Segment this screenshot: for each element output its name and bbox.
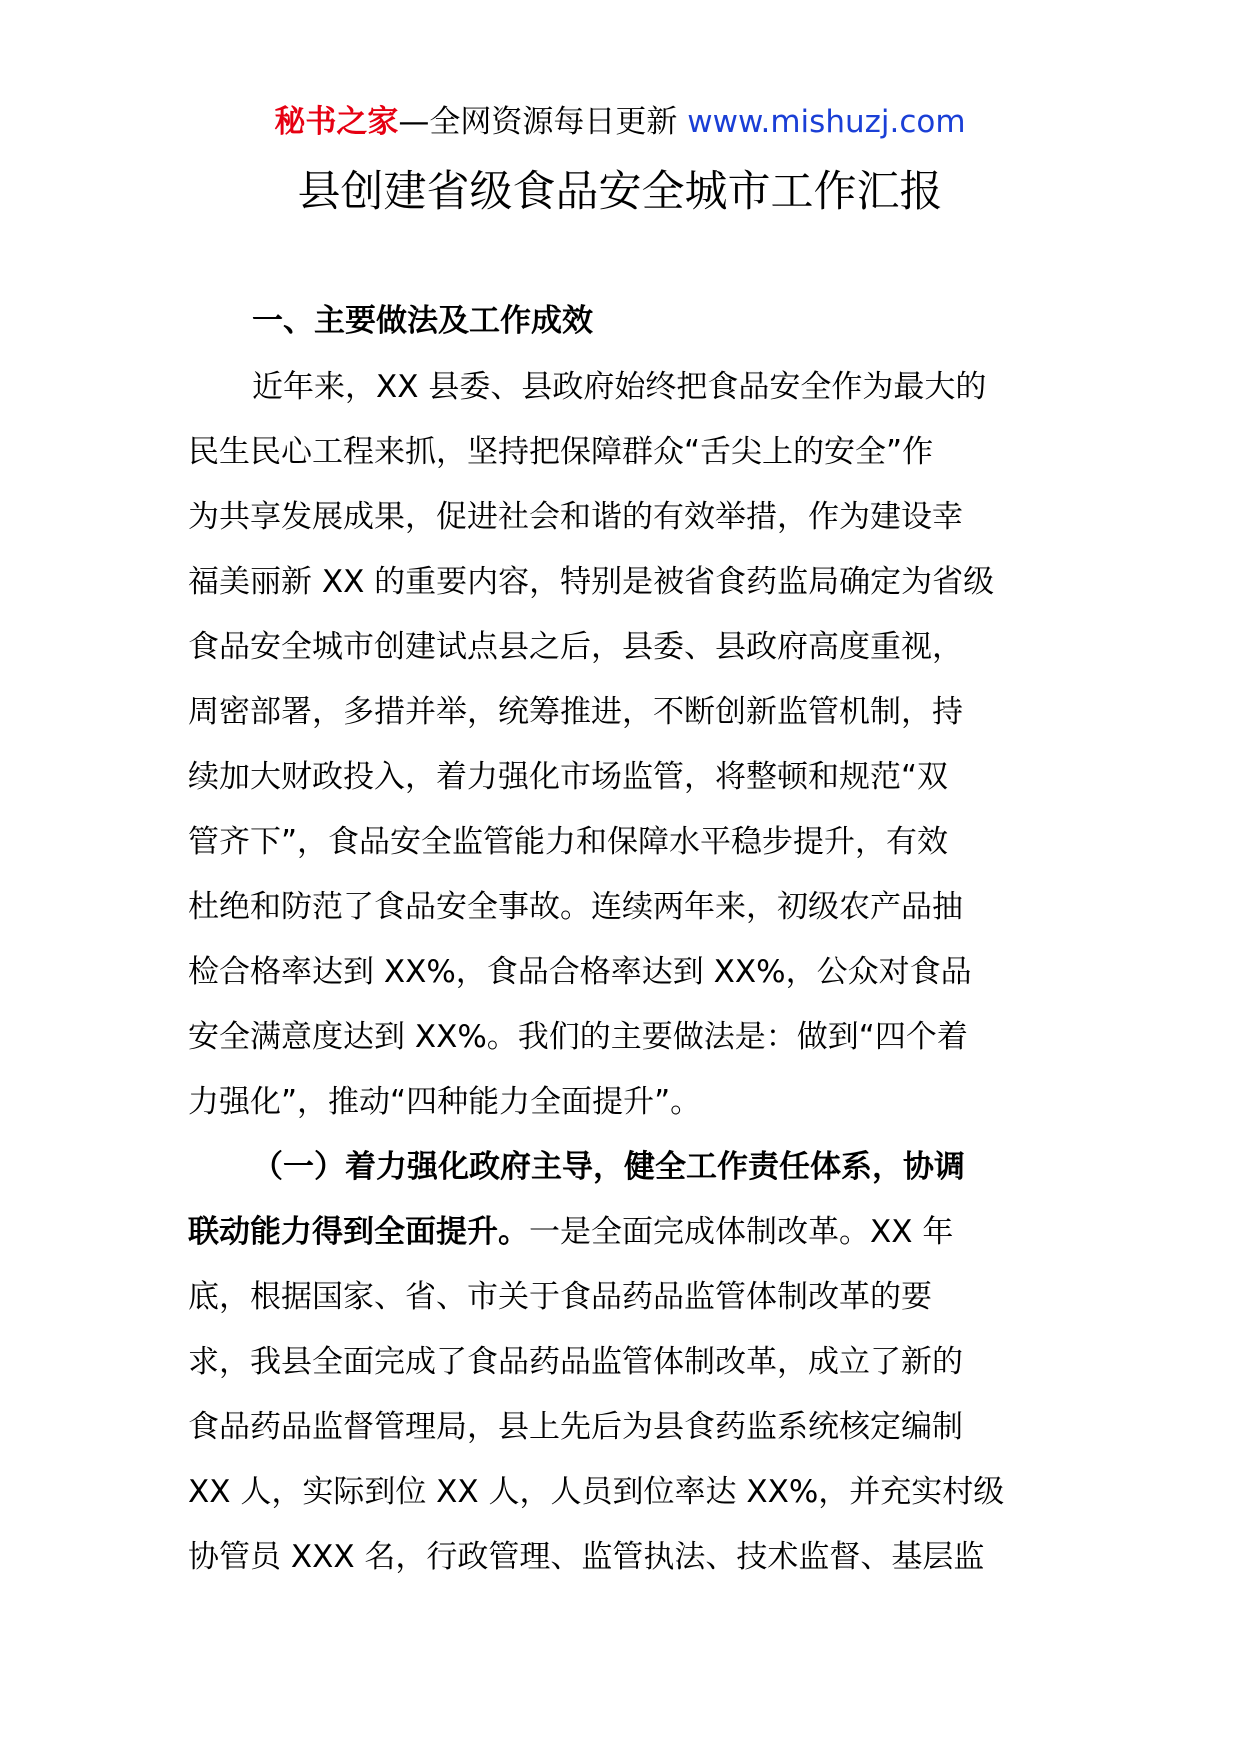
paragraph-line: 周密部署，多措并举，统筹推进，不断创新监管机制，持: [188, 694, 963, 730]
paragraph-line: 民生民心工程来抓，坚持把保障群众“舌尖上的安全”作: [188, 434, 934, 470]
paragraph-line: 食品药品监督管理局，县上先后为县食药监系统核定编制: [188, 1409, 963, 1445]
paragraph-line: 底，根据国家、省、市关于食品药品监管体制改革的要: [188, 1279, 932, 1315]
subsection-heading-line-2: [188, 1200, 1054, 1265]
site-url-link[interactable]: www.mishuzj.com: [687, 104, 966, 140]
document-body: [188, 295, 1054, 1590]
paragraph-line: 为共享发展成果，促进社会和谐的有效举措，作为建设幸: [188, 499, 963, 535]
paragraph-line: 管齐下”，食品安全监管能力和保障水平稳步提升，有效: [188, 824, 949, 860]
site-brand: 秘书之家: [274, 104, 399, 140]
paragraph-line: 食品安全城市创建试点县之后，县委、县政府高度重视，: [188, 629, 963, 665]
paragraph-line: 力强化”，推动“四种能力全面提升”。: [188, 1084, 702, 1120]
paragraph-line: 安全满意度达到 XX%。我们的主要做法是：做到“四个着: [188, 1019, 968, 1055]
site-slogan: —全网资源每日更新: [398, 104, 678, 140]
paragraph-1: [188, 355, 1054, 1135]
subsection-heading-line: [188, 1135, 1054, 1200]
paragraph-line: 近年来，XX 县委、县政府始终把食品安全作为最大的: [252, 369, 987, 405]
site-header: [0, 100, 1240, 144]
paragraph-line: 检合格率达到 XX%，食品合格率达到 XX%，公众对食品: [188, 954, 972, 990]
document-title: 县创建省级食品安全城市工作汇报: [297, 167, 943, 217]
paragraph-line: 协管员 XXX 名，行政管理、监管执法、技术监督、基层监: [188, 1539, 985, 1575]
paragraph-2: [188, 1265, 1054, 1590]
paragraph-line: 福美丽新 XX 的重要内容，特别是被省食药监局确定为省级: [188, 564, 995, 600]
paragraph-line: XX 人，实际到位 XX 人，人员到位率达 XX%，并充实村级: [188, 1474, 1005, 1510]
section-heading: 一、主要做法及工作成效: [252, 303, 593, 339]
subsection-heading-text: （一）着力强化政府主导，健全工作责任体系，协调: [252, 1149, 965, 1185]
paragraph-line: 杜绝和防范了食品安全事故。连续两年来，初级农产品抽: [188, 889, 963, 925]
subsection-heading-text-2: 联动能力得到全面提升。: [188, 1214, 529, 1250]
paragraph-text: 一是全面完成体制改革。XX 年: [529, 1214, 954, 1250]
paragraph-line: 续加大财政投入，着力强化市场监管，将整顿和规范“双: [188, 759, 949, 795]
paragraph-line: 求，我县全面完成了食品药品监管体制改革，成立了新的: [188, 1344, 963, 1380]
